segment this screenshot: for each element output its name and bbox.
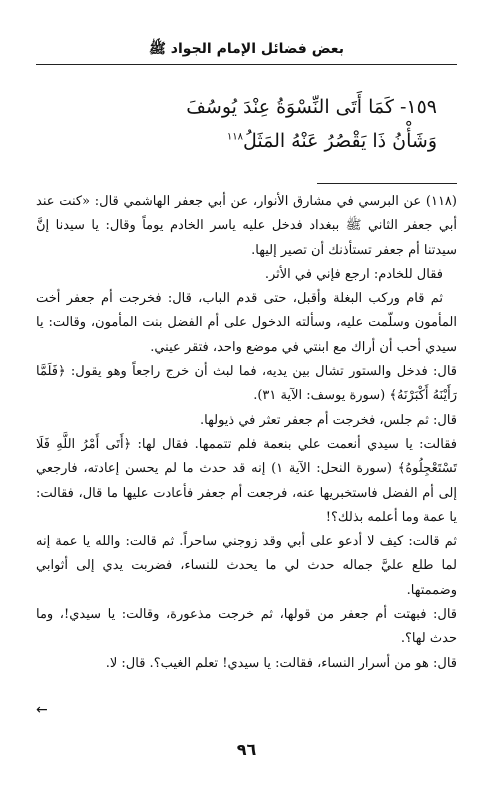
footnote-paragraph-2: فقال للخادم: ارجع فإني في الأثر.	[264, 266, 443, 282]
verse-line-2-text: وَشَأْنُ ذَا يَقْصُرُ عَنْهُ المَثَلُ	[242, 130, 437, 152]
header-rule	[36, 64, 457, 65]
footnote-paragraph-5: قال: ثم جلس، فخرجت أم جعفر تعثر في ذيولها.	[200, 412, 457, 428]
verse-line-2	[40, 130, 437, 152]
verse-line-1-text: ١٥٩- كَمَا أَتَى النِّسْوَةُ عِنْدَ يُوسُفَ	[186, 96, 437, 118]
page-number: ٩٦	[236, 740, 257, 759]
footnote-paragraph-4: قال: فدخل والستور تشال بين يديه، فما لبث أن خرج راجعاً وهو يقول: ﴿فَلَمَّا رَأَيْنَهُ أَكْبَرْنَهُ﴾ (سورة يوسف: الآية ٣١).	[36, 364, 457, 404]
footnote-paragraph-7: ثم قالت: كيف لا أدعو على أبي وقد زوجني ساحراً. ثم قالت: والله يا عمة إنه لما طلع عليَّ جماله حدث لي ما يحدث للنساء، فضربت يدي إلى أثوابي وضممتها.	[36, 534, 457, 598]
running-header: بعض فضائل الإمام الجواد ﷺ	[149, 41, 344, 57]
footnote-reference: ١١٨	[226, 131, 243, 143]
footnote-paragraph-1: (١١٨) عن البرسي في مشارق الأنوار، عن أبي جعفر الهاشمي قال: «كنت عند أبي جعفر الثاني ﷺ ببغداد فدخل عليه ياسر الخادم يوماً وقال: يا سيدنا إنَّ سيدتنا أم جعفر تستأذنك أن تصير إليها.	[36, 194, 457, 258]
footnote-separator	[317, 183, 457, 184]
verse-line-1	[40, 96, 437, 118]
continuation-arrow-icon: ←	[36, 702, 48, 718]
footnote-paragraph-3: ثم قام وركب البغلة وأقبل، حتى قدم الباب، قال: فخرجت أم جعفر أخت المأمون وسلّمت عليه، وسألته الدخول على أم الفضل بنت المأمون، وقالت: يا سيدي أحب أن أراك مع ابنتي في موضع واحد، فتقر عيني.	[36, 291, 457, 355]
footnote-paragraph-6: فقالت: يا سيدي أنعمت علي بنعمة فلم تتممها. فقال لها: ﴿أَتَى أَمْرُ اللَّهِ فَلَا تَسْتَعْجِلُوهُ﴾ (سورة النحل: الآية ١) إنه قد حدث ما لم يحسن إعادته، فارجعي إلى أم الفضل فاستخبريها عنه، فرجعت أم جعفر فأعادت عليها ما قال، فقالت: يا عمة وما أعلمه بذلك؟!	[36, 436, 457, 525]
footnote-paragraph-8: قال: فبهتت أم جعفر من قولها، ثم خرجت مذعورة، وقالت: يا سيدي!، وما حدث لها؟.	[36, 607, 457, 647]
footnote-paragraph-9: قال: هو من أسرار النساء، فقالت: يا سيدي! تعلم الغيب؟. قال: لا.	[105, 655, 457, 671]
footnote-body	[36, 190, 457, 676]
